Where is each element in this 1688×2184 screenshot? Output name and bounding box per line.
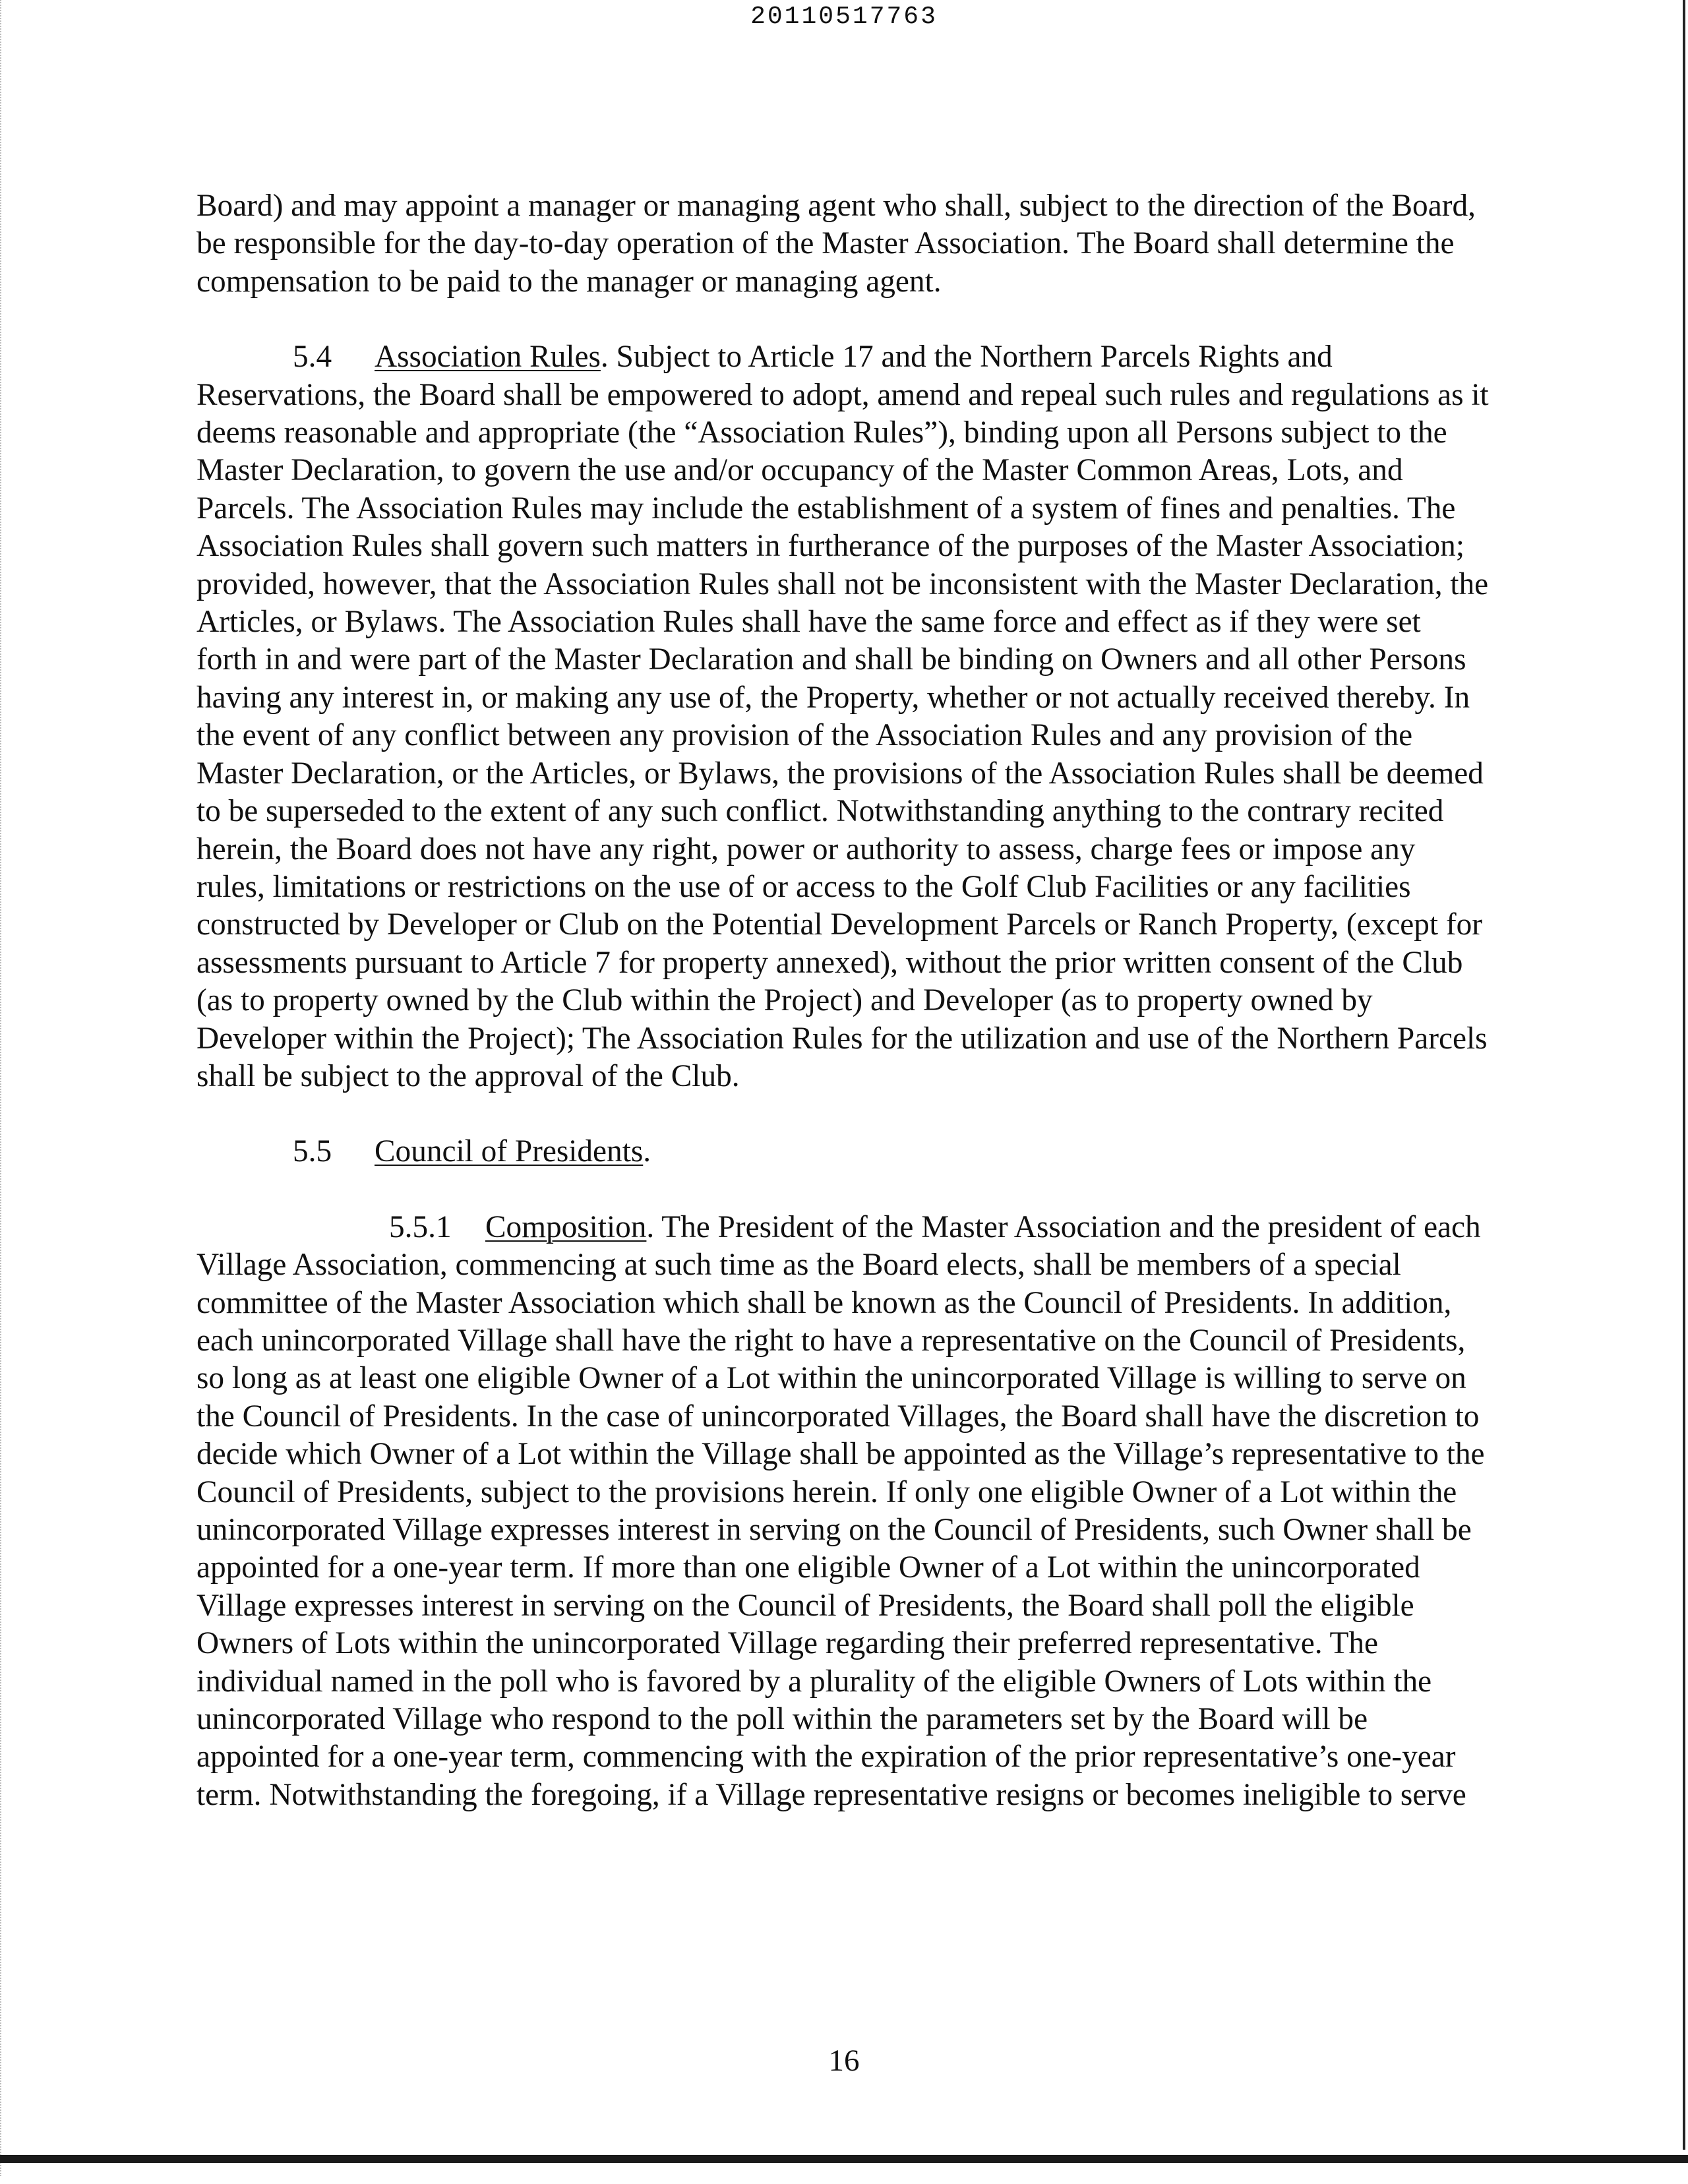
section-5-4-paragraph [196,338,1489,1095]
section-title: Association Rules [375,340,601,375]
section-title-punct: . [600,340,609,375]
subsection-body: The President of the Master Association and the president of each Village Association, commencing at such time as the Board elects, shall be members of a special committee of the Master Association which shall be known as the Council of Presidents. In addition, each unincorporated Village shall have the right to have a representative on the Council of Presidents, so long as at least one eligible Owner of a Lot within the unincorporated Village is willing to serve on the Council of Presidents. In the case of unincorporated Villages, the Board shall have the discretion to decide which Owner of a Lot within the Village shall be appointed as the Village’s representative to the Council of Presidents, subject to the provisions herein. If only one eligible Owner of a Lot within the unincorporated Village expresses interest in serving on the Council of Presidents, such Owner shall be appointed for a one-year term. If more than one eligible Owner of a Lot within the unincorporated Village expresses interest in serving on the Council of Presidents, the Board shall poll the eligible Owners of Lots within the unincorporated Village regarding their preferred representative. The individual named in the poll who is favored by a plurality of the eligible Owners of Lots within the unincorporated Village who respond to the poll within the parameters set by the Board will be appointed for a one-year term, commencing with the expiration of the prior representative’s one-year term. Notwithstanding the foregoing, if a Village representative resigns or becomes ineligible to serve [196,1209,1485,1812]
section-body: Subject to Article 17 and the Northern Parcels Rights and Reservations, the Board shall be empowered to adopt, amend and repeal such rules and regulations as it deems reasonable and appropriate (the “Association Rules”), binding upon all Persons subject to the Master Declaration, to govern the use and/or occupancy of the Master Common Areas, Lots, and Parcels. The Association Rules may include the establishment of a system of fines and penalties. The Association Rules shall govern such matters in furtherance of the purposes of the Master Association; provided, however, that the Association Rules shall not be inconsistent with the Master Declaration, the Articles, or Bylaws. The Association Rules shall have the same force and effect as if they were set forth in and were part of the Master Declaration and shall be binding on Owners and all other Persons having any interest in, or making any use of, the Property, whether or not actually received thereby. In the event of any conflict between any provision of the Association Rules and any provision of the Master Declaration, or the Articles, or Bylaws, the provisions of the Association Rules shall be deemed to be superseded to the extent of any such conflict. Notwithstanding anything to the contrary recited herein, the Board does not have any right, power or authority to assess, charge fees or impose any rules, limitations or restrictions on the use of or access to the Golf Club Facilities or any facilities constructed by Developer or Club on the Potential Development Parcels or Ranch Property, (except for assessments pursuant to Article 7 for property annexed), without the prior written consent of the Club (as to property owned by the Club within the Project) and Developer (as to property owned by Developer within the Project); The Association Rules for the utilization and use of the Northern Parcels shall be subject to the approval of the Club. [196,340,1489,1093]
section-number: 5.5 [293,1134,332,1169]
document-number: 20110517763 [750,3,938,31]
subsection-title: Composition [485,1209,647,1244]
subsection-number: 5.5.1 [389,1209,452,1244]
document-body [196,187,1489,1814]
subsection-title-punct: . [646,1209,655,1244]
section-5-5-heading [196,1133,1489,1170]
scan-bottom-edge [0,2155,1688,2163]
section-number: 5.4 [293,340,332,375]
continued-paragraph: Board) and may appoint a manager or managing agent who shall, subject to the direction of the Board, be responsible for the day-to-day operation of the Master Association. The Board shall determine the compensation to be paid to the manager or managing agent. [196,189,1476,299]
section-5-5-1-paragraph [196,1209,1489,1815]
section-title-punct: . [643,1134,651,1169]
page-number: 16 [828,2044,860,2078]
scan-left-edge [0,0,3,2176]
section-title: Council of Presidents [375,1134,644,1169]
scan-right-edge [1683,0,1685,2150]
